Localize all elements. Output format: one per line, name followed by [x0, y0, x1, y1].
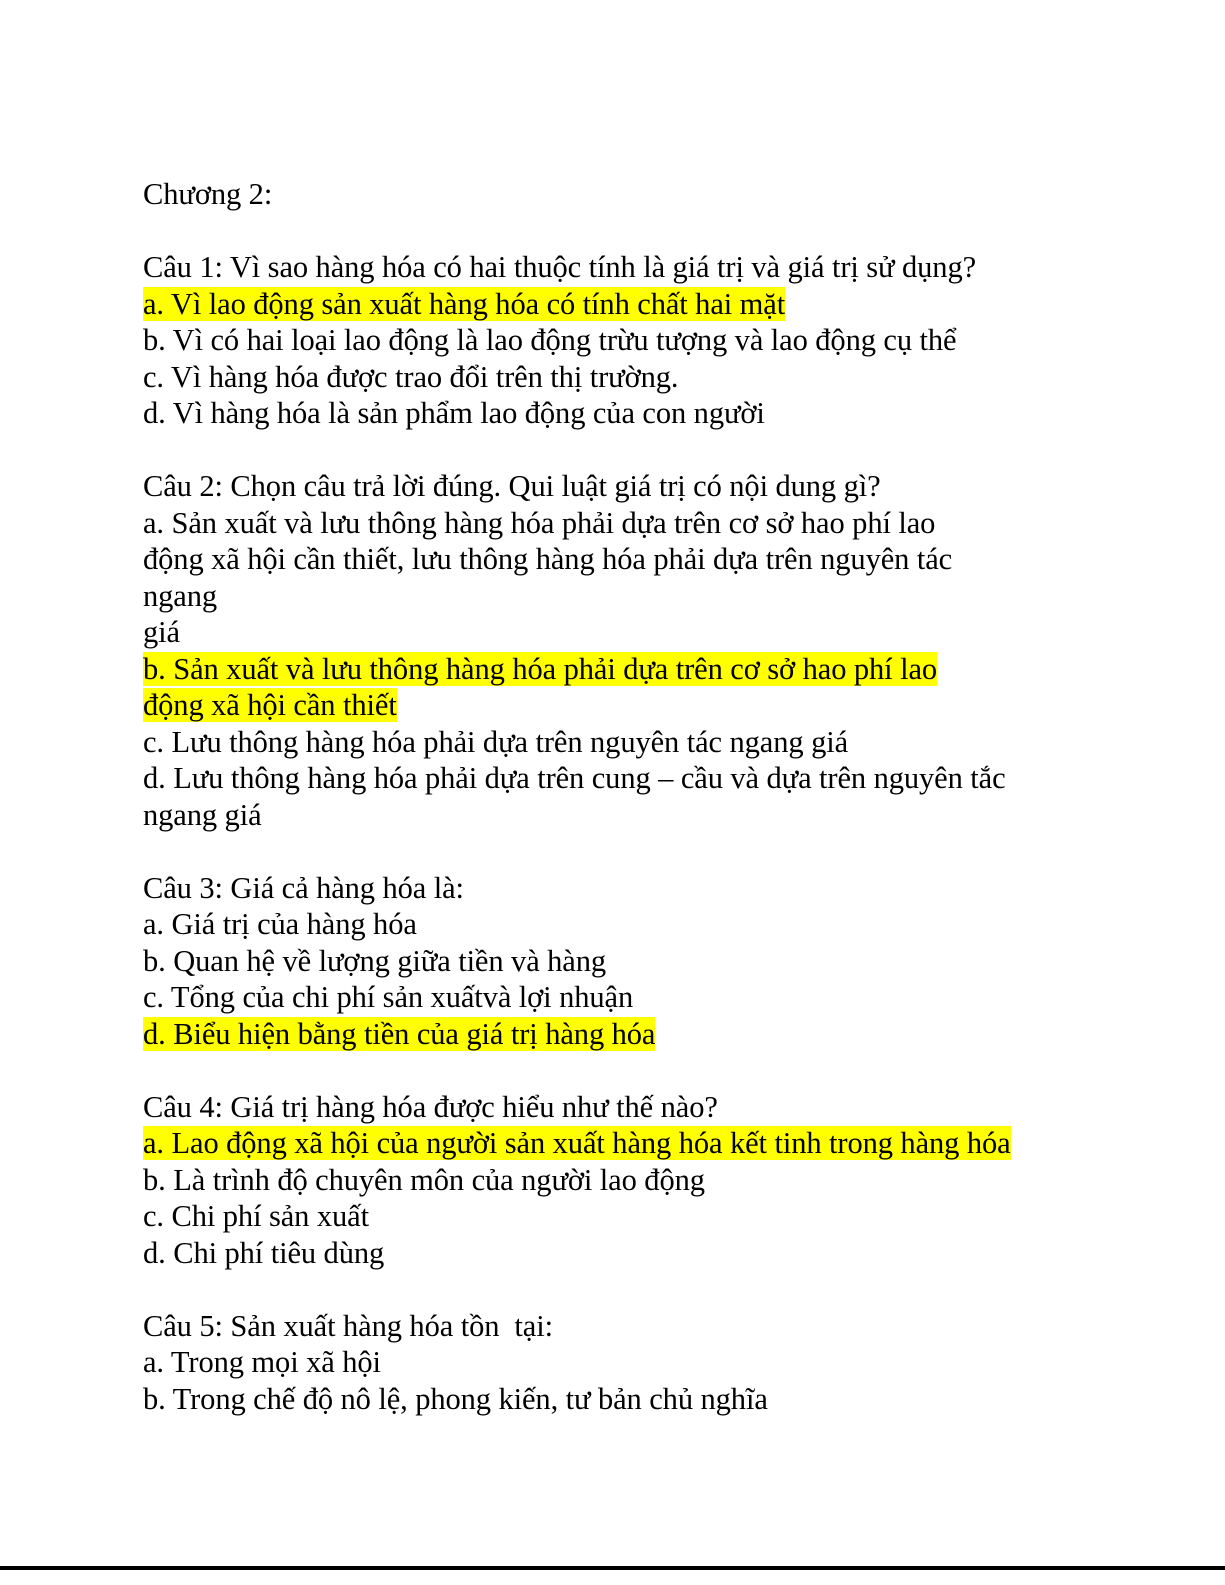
spacer: [143, 213, 1103, 250]
answer-option-correct: [143, 1125, 1103, 1162]
question-prompt: Câu 4: Giá trị hàng hóa được hiểu như thế nào?: [143, 1089, 718, 1124]
question-5: [143, 1308, 1103, 1418]
question-prompt: Câu 5: Sản xuất hàng hóa tồn tại:: [143, 1308, 553, 1343]
question-prompt: Câu 2: Chọn câu trả lời đúng. Qui luật giá trị có nội dung gì?: [143, 469, 881, 503]
question-1: [143, 249, 1103, 432]
answer-highlight: a. Lao động xã hội của người sản xuất hàng hóa kết tinh trong hàng hóa: [143, 1126, 1011, 1160]
answer-option: động xã hội cần thiết, lưu thông hàng hóa phải dựa trên nguyên tác: [143, 542, 953, 576]
answer-option: d. Lưu thông hàng hóa phải dựa trên cung – cầu và dựa trên nguyên tắc: [143, 761, 1006, 795]
answer-option: c. Chi phí sản xuất: [143, 1199, 369, 1233]
page-bottom-rule: [0, 1566, 1225, 1570]
question-2: [143, 468, 1103, 833]
question-3: [143, 870, 1103, 1053]
answer-option-correct: [143, 1016, 1103, 1053]
answer-option-correct: [143, 651, 1103, 688]
answer-highlight: d. Biểu hiện bằng tiền của giá trị hàng hóa: [143, 1016, 656, 1051]
question-prompt: Câu 1: Vì sao hàng hóa có hai thuộc tính là giá trị và giá trị sử dụng?: [143, 250, 977, 284]
answer-option: a. Sản xuất và lưu thông hàng hóa phải dựa trên cơ sở hao phí lao: [143, 505, 936, 540]
spacer: [143, 432, 1103, 469]
answer-option: b. Vì có hai loại lao động là lao động trừu tượng và lao động cụ thể: [143, 323, 957, 357]
answer-option: b. Quan hệ về lượng giữa tiền và hàng: [143, 943, 607, 978]
answer-option: d. Chi phí tiêu dùng: [143, 1235, 385, 1270]
answer-option-correct: [143, 687, 1103, 724]
answer-option-correct: [143, 286, 1103, 323]
spacer: [143, 1052, 1103, 1089]
answer-option: c. Lưu thông hàng hóa phải dựa trên nguyên tác ngang giá: [143, 724, 849, 759]
answer-highlight: a. Vì lao động sản xuất hàng hóa có tính chất hai mặt: [143, 286, 786, 321]
document-body: [143, 176, 1103, 1417]
answer-option: ngang giá: [143, 797, 262, 832]
question-prompt: Câu 3: Giá cả hàng hóa là:: [143, 870, 464, 905]
answer-highlight: b. Sản xuất và lưu thông hàng hóa phải dựa trên cơ sở hao phí lao: [143, 651, 938, 686]
answer-option: a. Trong mọi xã hội: [143, 1345, 381, 1379]
answer-highlight: động xã hội cần thiết: [143, 688, 397, 722]
chapter-title: Chương 2:: [143, 177, 273, 211]
answer-option: b. Là trình độ chuyên môn của người lao động: [143, 1162, 705, 1197]
answer-option: a. Giá trị của hàng hóa: [143, 907, 417, 941]
answer-option: d. Vì hàng hóa là sản phẩm lao động của con người: [143, 396, 765, 430]
answer-option: giá: [143, 615, 180, 649]
spacer: [143, 1271, 1103, 1308]
answer-option: ngang: [143, 578, 218, 613]
spacer: [143, 833, 1103, 870]
question-4: [143, 1089, 1103, 1272]
answer-option: b. Trong chế độ nô lệ, phong kiến, tư bản chủ nghĩa: [143, 1381, 768, 1416]
answer-option: c. Vì hàng hóa được trao đổi trên thị trường.: [143, 359, 679, 394]
answer-option: c. Tổng của chi phí sản xuấtvà lợi nhuận: [143, 980, 634, 1014]
